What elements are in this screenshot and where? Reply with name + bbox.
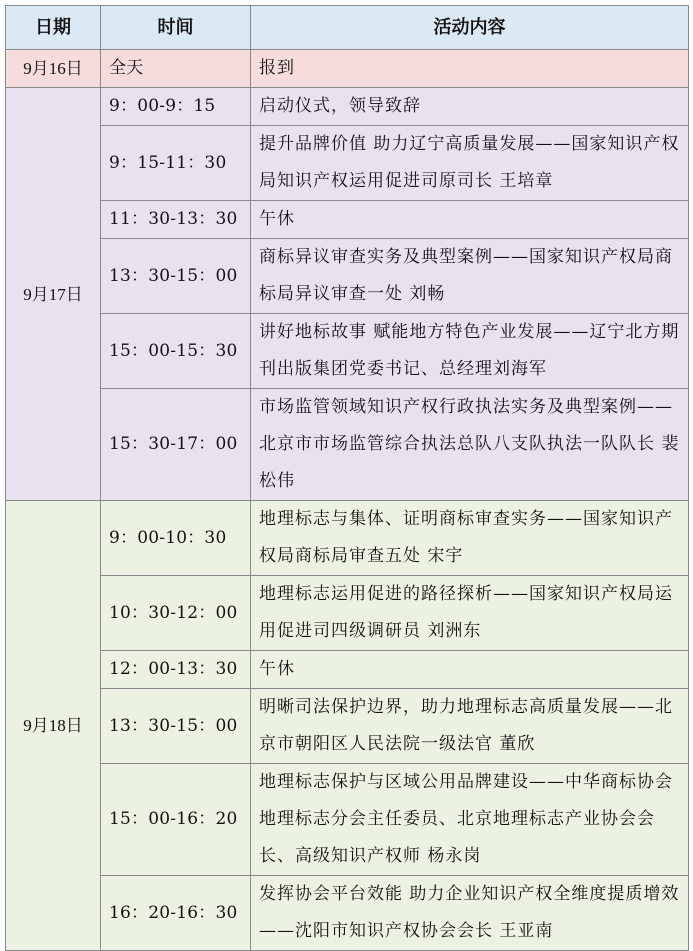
table-row bbox=[6, 651, 689, 689]
table-row bbox=[6, 201, 689, 239]
time-cell: 13：30-15：00 bbox=[101, 689, 251, 764]
header-row bbox=[6, 6, 689, 50]
time-cell: 15：00-15：30 bbox=[101, 314, 251, 389]
table-row bbox=[6, 314, 689, 389]
time-cell: 9：15-11：30 bbox=[101, 126, 251, 201]
time-cell: 15：00-16：20 bbox=[101, 764, 251, 876]
activity-cell: 午休 bbox=[251, 651, 689, 689]
time-cell: 全天 bbox=[101, 50, 251, 88]
time-cell: 12：00-13：30 bbox=[101, 651, 251, 689]
time-cell: 9：00-10：30 bbox=[101, 501, 251, 576]
date-cell: 9月18日 bbox=[6, 501, 101, 951]
schedule-table bbox=[5, 5, 689, 951]
activity-cell: 报到 bbox=[251, 50, 689, 88]
activity-cell: 提升品牌价值 助力辽宁高质量发展——国家知识产权局知识产权运用促进司原司长 王培章 bbox=[251, 126, 689, 201]
time-cell: 13：30-15：00 bbox=[101, 239, 251, 314]
time-cell: 10：30-12：00 bbox=[101, 576, 251, 651]
time-cell: 11：30-13：30 bbox=[101, 201, 251, 239]
activity-cell: 地理标志运用促进的路径探析——国家知识产权局运用促进司四级调研员 刘洲东 bbox=[251, 576, 689, 651]
activity-cell: 午休 bbox=[251, 201, 689, 239]
time-cell: 9：00-9：15 bbox=[101, 88, 251, 126]
table-row bbox=[6, 576, 689, 651]
activity-cell: 启动仪式，领导致辞 bbox=[251, 88, 689, 126]
header-date: 日期 bbox=[6, 6, 101, 50]
date-cell: 9月16日 bbox=[6, 50, 101, 88]
table-row bbox=[6, 689, 689, 764]
activity-cell: 讲好地标故事 赋能地方特色产业发展——辽宁北方期刊出版集团党委书记、总经理刘海军 bbox=[251, 314, 689, 389]
header-time: 时间 bbox=[101, 6, 251, 50]
table-row bbox=[6, 389, 689, 501]
time-cell: 16：20-16：30 bbox=[101, 876, 251, 951]
time-cell: 15：30-17：00 bbox=[101, 389, 251, 501]
schedule-body bbox=[6, 50, 689, 951]
activity-cell: 市场监管领域知识产权行政执法实务及典型案例——北京市市场监管综合执法总队八支队执法一队队长 裴松伟 bbox=[251, 389, 689, 501]
activity-cell: 发挥协会平台效能 助力企业知识产权全维度提质增效——沈阳市知识产权协会会长 王亚南 bbox=[251, 876, 689, 951]
table-row bbox=[6, 239, 689, 314]
table-row bbox=[6, 501, 689, 576]
header-content: 活动内容 bbox=[251, 6, 689, 50]
table-row bbox=[6, 126, 689, 201]
table-row bbox=[6, 88, 689, 126]
table-row bbox=[6, 876, 689, 951]
activity-cell: 明晰司法保护边界，助力地理标志高质量发展——北京市朝阳区人民法院一级法官 董欣 bbox=[251, 689, 689, 764]
date-cell: 9月17日 bbox=[6, 88, 101, 501]
activity-cell: 地理标志与集体、证明商标审查实务——国家知识产权局商标局审查五处 宋宇 bbox=[251, 501, 689, 576]
activity-cell: 地理标志保护与区域公用品牌建设——中华商标协会地理标志分会主任委员、北京地理标志产业协会会长、高级知识产权师 杨永岗 bbox=[251, 764, 689, 876]
table-row bbox=[6, 764, 689, 876]
table-row bbox=[6, 50, 689, 88]
activity-cell: 商标异议审查实务及典型案例——国家知识产权局商标局异议审查一处 刘畅 bbox=[251, 239, 689, 314]
